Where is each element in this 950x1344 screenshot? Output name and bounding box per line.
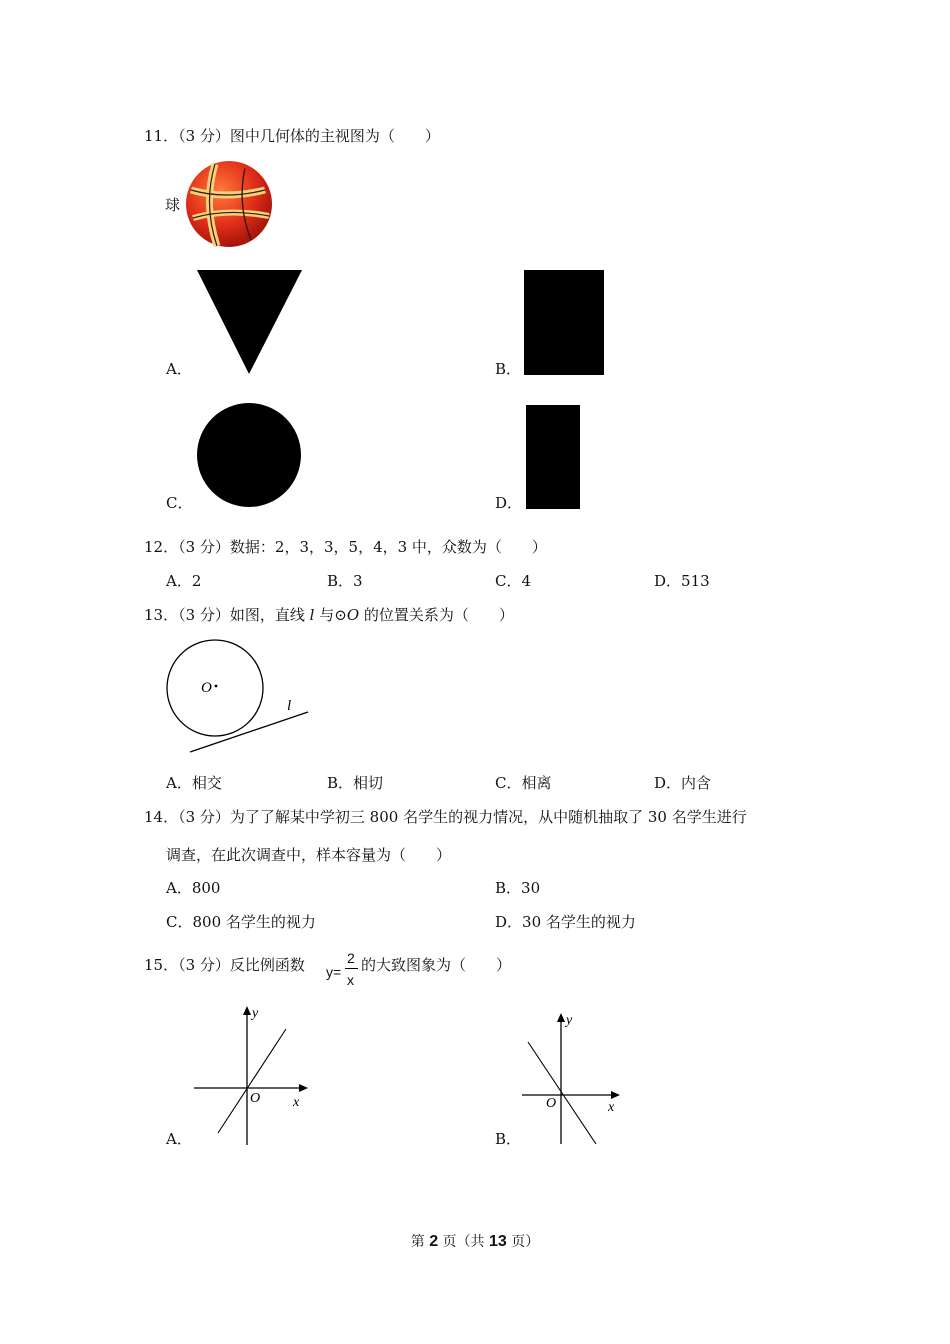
q15-option-b-label: B．	[495, 1130, 522, 1148]
q13-stem-mid: 与⊙	[314, 606, 347, 624]
q15-option-a-label: A．	[166, 1130, 192, 1148]
q12-stem: 12．（3 分）数据：2，3，3，5，4，3 中，众数为（ ）	[144, 538, 547, 556]
footer-page-number: 2	[429, 1233, 439, 1250]
ball-label: 球	[165, 196, 181, 214]
q11-option-a-label: A．	[166, 360, 192, 378]
footer-mid: 页（共	[438, 1234, 489, 1250]
q14-stem-line2: 调查，在此次调查中，样本容量为（ ）	[166, 846, 452, 864]
q11-option-c-label: C．	[166, 494, 193, 512]
q14-option-a: A．800	[166, 879, 221, 897]
footer-total-pages: 13	[489, 1233, 507, 1250]
formula-denominator: x	[347, 972, 354, 988]
circle-line-diagram	[160, 636, 320, 764]
q15-formula	[326, 949, 362, 993]
axis-x-label: x	[608, 1100, 615, 1115]
q13-stem	[144, 606, 514, 624]
origin-label: O	[250, 1091, 261, 1106]
formula-numerator: 2	[347, 950, 355, 966]
basketball-image	[165, 160, 275, 250]
axis-y-label: y	[252, 1006, 259, 1021]
footer-post: 页）	[506, 1234, 540, 1250]
q12-option-c: C．4	[495, 572, 532, 590]
axis-x-label: x	[293, 1095, 300, 1110]
q12-option-b: B．3	[327, 572, 363, 590]
option-b-rectangle-shape	[524, 270, 604, 375]
axis-y-label: y	[566, 1013, 573, 1028]
option-d-rectangle-shape	[526, 405, 580, 509]
q12-option-a: A．2	[166, 572, 202, 590]
page-footer	[0, 1231, 950, 1251]
option-a-graph	[190, 1005, 315, 1154]
footer-pre: 第	[410, 1234, 430, 1250]
q11-stem: 11．（3 分）图中几何体的主视图为（ ）	[144, 127, 440, 145]
q13-option-c: C．相离	[495, 774, 552, 792]
q11-option-b-label: B．	[495, 360, 522, 378]
q12-option-d: D．513	[654, 572, 710, 590]
q14-stem-line1: 14．（3 分）为了了解某中学初三 800 名学生的视力情况，从中随机抽取了 30 名学生进行	[144, 808, 747, 826]
line-label: l	[287, 698, 292, 714]
q13-option-a: A．相交	[166, 774, 222, 792]
q13-stem-pre: 13．（3 分）如图，直线	[144, 606, 310, 624]
q13-option-b: B．相切	[327, 774, 384, 792]
q13-stem-post: 的位置关系为（ ）	[359, 606, 514, 624]
formula-y: y=	[326, 964, 342, 980]
q15-stem-post: 的大致图象为（ ）	[361, 956, 512, 974]
circle-center-label: O	[201, 680, 212, 696]
origin-label: O	[546, 1096, 557, 1111]
q13-option-d: D．内含	[654, 774, 712, 792]
option-b-graph	[518, 1010, 628, 1154]
q11-option-d-label: D．	[495, 494, 523, 512]
q14-option-d: D．30 名学生的视力	[495, 913, 636, 931]
q14-option-b: B．30	[495, 879, 541, 897]
q14-option-c: C．800 名学生的视力	[166, 913, 316, 931]
option-a-triangle-shape	[196, 268, 304, 380]
option-c-circle-shape	[196, 402, 302, 512]
q13-stem-line-symbol: l	[309, 606, 315, 624]
fraction-bar	[345, 968, 358, 969]
q13-stem-circle-symbol: O	[346, 606, 360, 624]
q15-stem-pre: 15．（3 分）反比例函数	[144, 956, 305, 974]
